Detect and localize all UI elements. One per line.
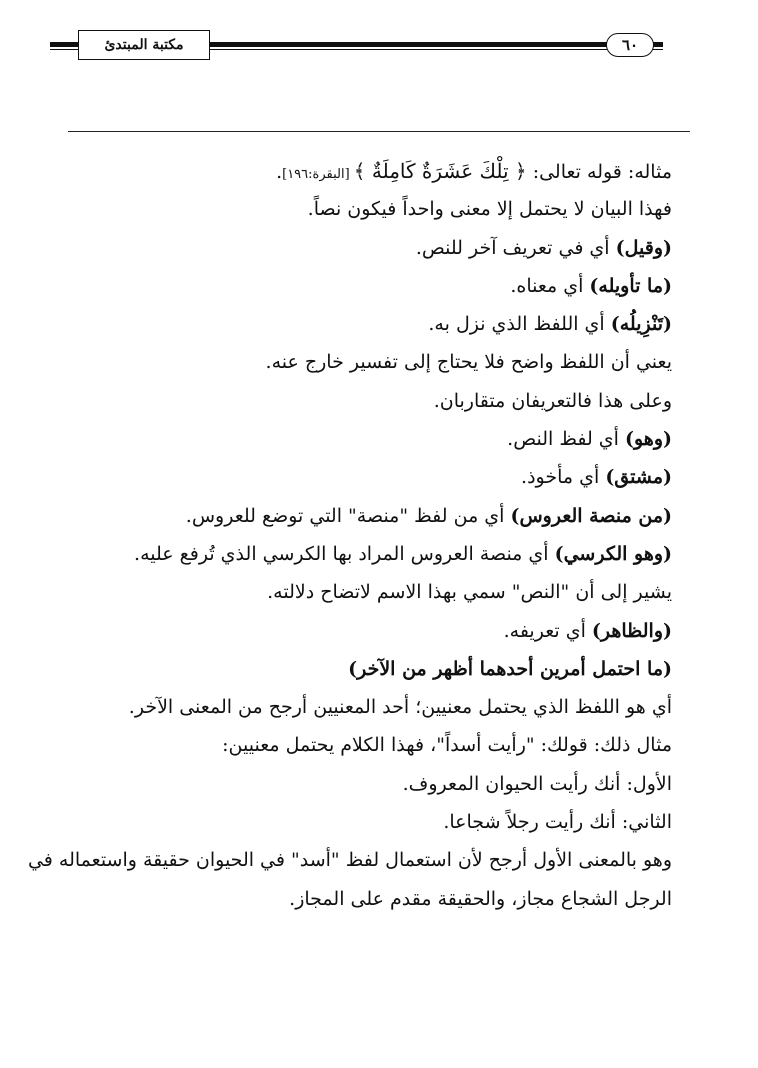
text-line bbox=[58, 497, 672, 535]
line-text: أي منصة العروس المراد بها الكرسي الذي تُرفع عليه. bbox=[134, 542, 555, 565]
line-text: مثاله: قوله تعالى: bbox=[526, 161, 672, 183]
quran-quote: ﴿ تِلْكَ عَشَرَةٌ كَامِلَةٌ ﴾ bbox=[353, 159, 527, 183]
line-text: أي من لفظ "منصة" التي توضع للعروس. bbox=[185, 504, 511, 527]
text-line bbox=[58, 573, 672, 611]
line-text: أي لفظ النص. bbox=[507, 428, 625, 451]
bold-term: (والظاهر) bbox=[591, 619, 672, 642]
text-line bbox=[58, 267, 672, 305]
text-line bbox=[58, 803, 672, 841]
text-line bbox=[58, 765, 672, 803]
text-line bbox=[58, 458, 672, 496]
line-text: مثال ذلك: قولك: "رأيت أسداً"، فهذا الكلام يحتمل معنيين: bbox=[222, 734, 672, 757]
line-text: الأول: أنك رأيت الحيوان المعروف. bbox=[402, 772, 672, 795]
text-line bbox=[58, 726, 672, 764]
bold-term: (من منصة العروس) bbox=[510, 504, 672, 527]
line-text: الرجل الشجاع مجاز، والحقيقة مقدم على المجاز. bbox=[289, 887, 672, 910]
bold-term: (وهو) bbox=[625, 428, 672, 451]
line-text: الثاني: أنك رأيت رجلاً شجاعا. bbox=[443, 811, 672, 834]
line-text: وهو بالمعنى الأول أرجح لأن استعمال لفظ "أسد" في الحيوان حقيقة واستعماله في bbox=[27, 849, 672, 872]
text-line bbox=[58, 535, 672, 573]
bold-term: (مشتق) bbox=[605, 466, 672, 489]
series-title-box bbox=[78, 30, 210, 60]
text-line bbox=[58, 343, 672, 381]
bold-term: (تَنْزِيلُه) bbox=[610, 313, 672, 336]
content-separator bbox=[68, 131, 690, 132]
text-line bbox=[58, 688, 672, 726]
line-text: أي معناه. bbox=[510, 274, 590, 297]
verse-reference: [البقرة:١٩٦] bbox=[282, 167, 354, 182]
text-line bbox=[58, 650, 672, 688]
line-text: فهذا البيان لا يحتمل إلا معنى واحداً فيكون نصاً. bbox=[307, 198, 672, 221]
bold-term: (وقيل) bbox=[615, 236, 672, 259]
text-line bbox=[58, 152, 672, 190]
bold-term: (ما احتمل أمرين أحدهما أظهر من الآخر) bbox=[348, 657, 672, 680]
page-body bbox=[27, 152, 672, 918]
line-text: يعني أن اللفظ واضح فلا يحتاج إلى تفسير خارج عنه. bbox=[265, 351, 672, 374]
line-text: . bbox=[276, 161, 283, 183]
bold-term: (وهو الكرسي) bbox=[554, 542, 672, 565]
text-line bbox=[58, 880, 672, 918]
line-text: أي هو اللفظ الذي يحتمل معنيين؛ أحد المعنيين أرجح من المعنى الآخر. bbox=[128, 696, 672, 719]
text-line bbox=[58, 190, 672, 228]
text-line bbox=[58, 612, 672, 650]
bold-term: (ما تأويله) bbox=[589, 274, 672, 297]
text-line bbox=[58, 229, 672, 267]
line-text: وعلى هذا فالتعريفان متقاربان. bbox=[433, 389, 672, 412]
line-text: أي اللفظ الذي نزل به. bbox=[428, 313, 611, 336]
line-text: أي مأخوذ. bbox=[521, 466, 606, 489]
page-number-badge bbox=[606, 33, 654, 57]
series-title: مكتبة المبتدئ bbox=[104, 37, 184, 53]
text-line bbox=[58, 382, 672, 420]
text-line bbox=[27, 841, 672, 879]
page-number: ٦٠ bbox=[621, 36, 639, 54]
text-line bbox=[58, 305, 672, 343]
line-text: يشير إلى أن "النص" سمي بهذا الاسم لاتضاح دلالته. bbox=[267, 581, 672, 604]
line-text: أي في تعريف آخر للنص. bbox=[415, 236, 616, 259]
line-text: أي تعريفه. bbox=[503, 619, 592, 642]
text-line bbox=[58, 420, 672, 458]
